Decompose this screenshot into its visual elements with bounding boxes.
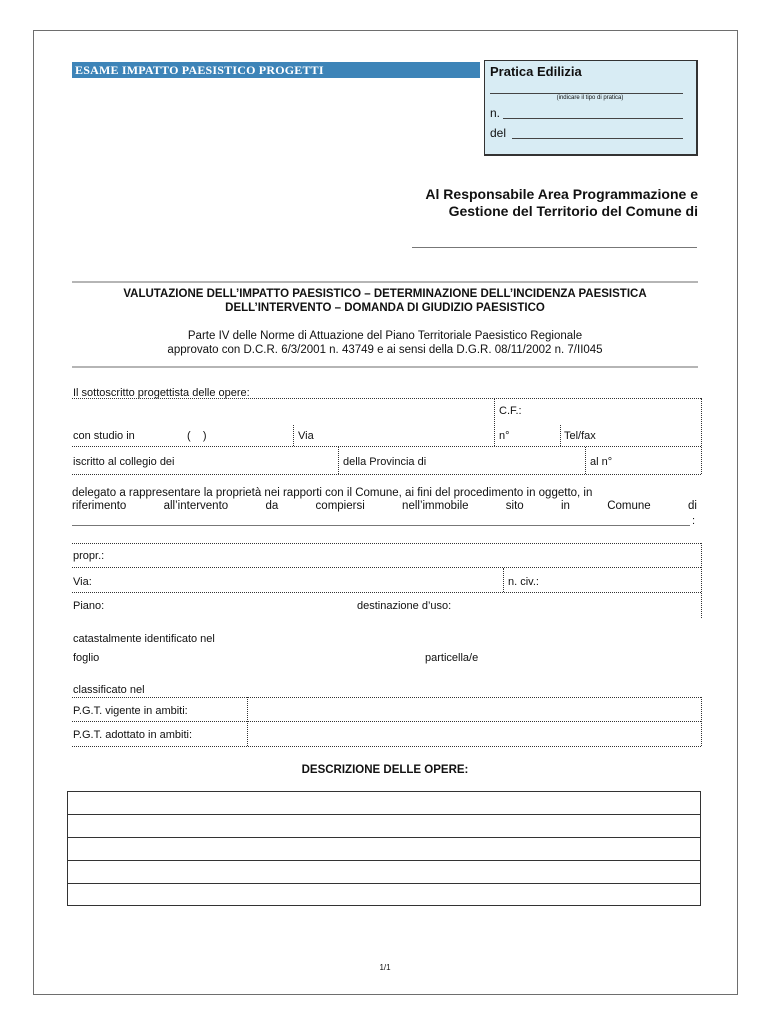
col-line <box>585 447 586 474</box>
delegato-word: nell’immobile <box>402 500 469 512</box>
title-line1: VALUTAZIONE DELL’IMPATTO PAESISTICO – DETERMINAZIONE DELL’INCIDENZA PAESISTICA <box>123 288 647 300</box>
recipient-line1: Al Responsabile Area Programmazione e <box>425 186 698 202</box>
col-line <box>503 568 504 592</box>
catastalmente-label: catastalmente identificato nel <box>73 633 215 645</box>
delegato-word: di <box>687 500 697 512</box>
row-line <box>72 398 701 399</box>
pratica-del-label: del <box>490 126 507 140</box>
document-subtitle <box>72 329 698 357</box>
pgt-adottato-label: P.G.T. adottato in ambiti: <box>73 729 193 741</box>
row-line <box>72 474 701 475</box>
delegato-word: in <box>560 500 570 512</box>
foglio-label: foglio <box>73 652 100 664</box>
pgt-adottato-field[interactable] <box>250 723 698 743</box>
table-row <box>68 814 700 815</box>
recipient-line2: Gestione del Territorio del Comune di <box>448 203 698 219</box>
comune-immobile-field[interactable] <box>72 525 690 526</box>
pratica-n-field[interactable] <box>503 118 683 119</box>
n-civ-label: n. civ.: <box>508 576 539 588</box>
via-label: Via <box>298 430 314 442</box>
divider-top <box>72 281 698 283</box>
delegato-line1: delegato a rappresentare la proprietà nei rapporti con il Comune, ai fini del procedimento in oggetto, in <box>72 487 593 499</box>
pratica-del-field[interactable] <box>512 138 683 139</box>
pratica-hint: (indicare il tipo di pratica) <box>556 95 624 101</box>
cf-label: C.F.: <box>499 405 522 417</box>
table-row <box>68 860 700 861</box>
col-line <box>494 398 495 446</box>
cf-field[interactable] <box>540 400 698 420</box>
piano-label: Piano: <box>73 600 105 612</box>
col-line <box>701 697 702 746</box>
con-studio-label: con studio in <box>73 430 135 442</box>
via2-label: Via: <box>73 576 92 588</box>
table-row <box>68 883 700 884</box>
sottoscritto-label: Il sottoscritto progettista delle opere: <box>73 387 250 399</box>
delegato-word: all’intervento <box>163 500 229 512</box>
table-row <box>68 837 700 838</box>
descrizione-heading: DESCRIZIONE DELLE OPERE: <box>301 764 469 776</box>
page-number: 1/1 <box>379 963 391 972</box>
pgt-vigente-field[interactable] <box>250 699 698 719</box>
delegato-word: da <box>265 500 279 512</box>
destinazione-label: destinazione d’uso: <box>357 600 452 612</box>
iscritto-label: iscritto al collegio dei <box>73 456 175 468</box>
col-line <box>338 447 339 474</box>
document-title <box>72 287 698 315</box>
pratica-type-field[interactable] <box>490 93 683 94</box>
al-n-label: al n° <box>590 456 613 468</box>
row-line <box>72 567 701 568</box>
delegato-paragraph <box>72 487 697 513</box>
delegato-end: : <box>692 515 696 527</box>
classificato-label: classificato nel <box>73 684 145 696</box>
propr-field[interactable] <box>110 546 695 564</box>
delegato-word: compiersi <box>315 500 365 512</box>
propr-label: propr.: <box>73 550 105 562</box>
row-line <box>72 446 701 447</box>
recipient-block <box>338 186 698 220</box>
row-line <box>72 697 701 698</box>
comune-field[interactable] <box>412 247 697 248</box>
divider-bottom <box>72 366 698 368</box>
descrizione-table[interactable] <box>67 791 701 906</box>
pratica-n-label: n. <box>490 106 501 120</box>
row-line <box>72 592 701 593</box>
particella-label: particella/e <box>425 652 479 664</box>
banner-title: ESAME IMPATTO PAESISTICO PROGETTI <box>72 62 480 78</box>
row-line <box>72 721 701 722</box>
delegato-word: sito <box>505 500 524 512</box>
pratica-title: Pratica Edilizia <box>490 64 582 79</box>
title-line2: DELL’INTERVENTO – DOMANDA DI GIUDIZIO PAESISTICO <box>225 302 545 314</box>
numero-label: n° <box>499 430 510 442</box>
col-line <box>560 425 561 446</box>
pgt-vigente-label: P.G.T. vigente in ambiti: <box>73 705 188 717</box>
subtitle-line2: approvato con D.C.R. 6/3/2001 n. 43749 e ai sensi della D.G.R. 08/11/2002 n. 7/II045 <box>167 344 603 356</box>
telfax-label: Tel/fax <box>564 430 596 442</box>
delegato-line2 <box>72 500 697 513</box>
subtitle-line1: Parte IV delle Norme di Attuazione del Piano Territoriale Paesistico Regionale <box>187 330 583 342</box>
delegato-word: riferimento <box>72 500 127 512</box>
row-line <box>72 746 701 747</box>
provincia-label: della Provincia di <box>343 456 427 468</box>
pratica-edilizia-box <box>484 60 698 156</box>
row-line <box>72 543 701 544</box>
delegato-word: Comune <box>607 500 651 512</box>
col-line <box>293 425 294 446</box>
col-line <box>701 543 702 618</box>
provincia-paren: ( ) <box>187 430 207 442</box>
col-line <box>701 398 702 474</box>
